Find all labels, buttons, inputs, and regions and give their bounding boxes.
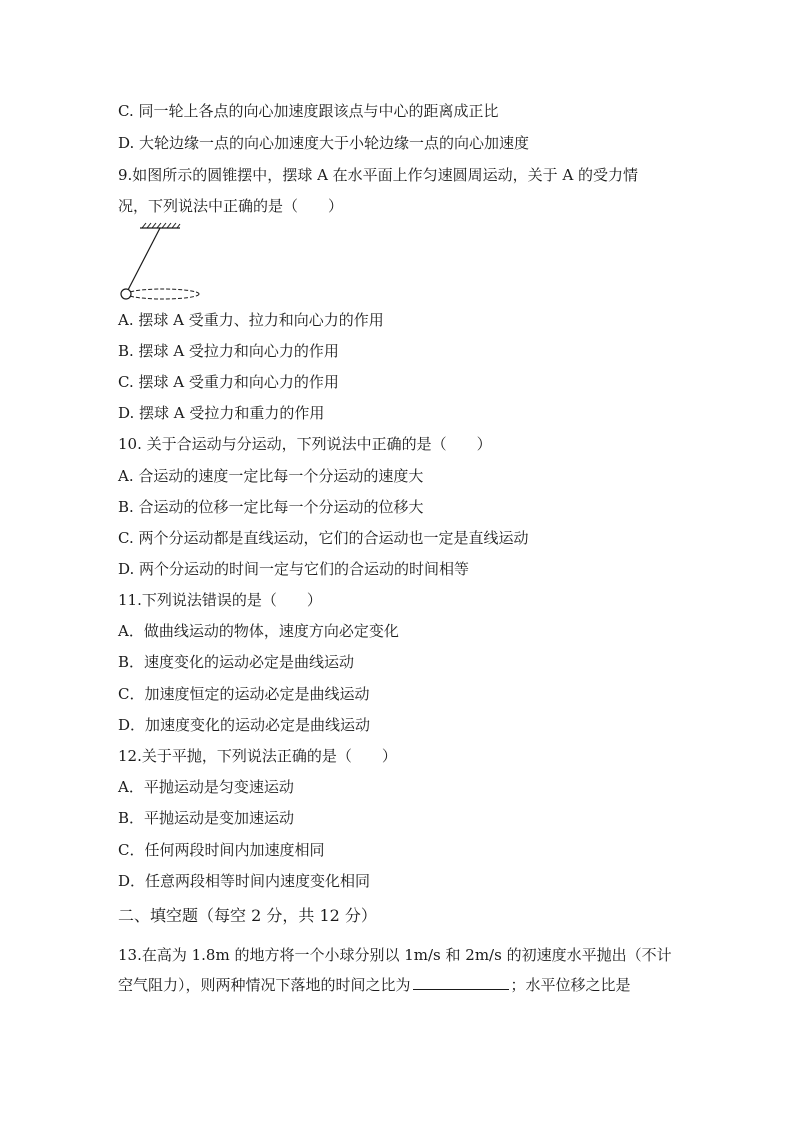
q10-option-d: D. 两个分运动的时间一定与它们的合运动的时间相等 <box>118 560 470 578</box>
ceiling-hatch <box>142 223 180 228</box>
q10-stem: 10. 关于合运动与分运动，下列说法中正确的是（ ） <box>118 435 492 453</box>
q9-stem-line2: 况，下列说法中正确的是（ ） <box>118 197 344 215</box>
q9-option-c: C. 摆球 A 受重力和向心力的作用 <box>118 373 339 391</box>
q10-option-b: B. 合运动的位移一定比每一个分运动的位移大 <box>118 498 424 516</box>
q12-option-b: B．平抛运动是变加速运动 <box>118 809 295 827</box>
q8-option-c: C. 同一轮上各点的向心加速度跟该点与中心的距离成正比 <box>118 102 499 120</box>
section-fill-in-title: 二、填空题（每空 2 分，共 12 分） <box>118 906 377 925</box>
q9-option-a: A. 摆球 A 受重力、拉力和向心力的作用 <box>118 311 384 329</box>
q11-stem: 11.下列说法错误的是（ ） <box>118 591 322 609</box>
q11-option-a: A．做曲线运动的物体，速度方向必定变化 <box>118 622 399 640</box>
q13-line2-text-b: ；水平位移之比是 <box>510 976 631 994</box>
q13-answer-blank[interactable] <box>413 975 509 990</box>
q12-option-a: A．平抛运动是匀变速运动 <box>118 778 294 796</box>
q13-line1: 13.在高为 1.8m 的地方将一个小球分别以 1m/s 和 2m/s 的初速度水平抛出（不计 <box>118 946 672 964</box>
q12-option-d: D．任意两段相等时间内速度变化相同 <box>118 872 371 890</box>
conical-pendulum-figure <box>116 222 206 304</box>
q10-option-c: C. 两个分运动都是直线运动，它们的合运动也一定是直线运动 <box>118 529 529 547</box>
q12-option-c: C．任何两段时间内加速度相同 <box>118 841 325 859</box>
q13-line2-text-a: 空气阻力），则两种情况下落地的时间之比为 <box>118 976 411 994</box>
circular-path <box>127 289 199 299</box>
q13-line2 <box>118 975 631 995</box>
q8-option-d: D. 大轮边缘一点的向心加速度大于小轮边缘一点的向心加速度 <box>118 134 530 152</box>
q11-option-c: C．加速度恒定的运动必定是曲线运动 <box>118 685 370 703</box>
q9-option-d: D. 摆球 A 受拉力和重力的作用 <box>118 404 325 422</box>
q10-option-a: A. 合运动的速度一定比每一个分运动的速度大 <box>118 467 424 485</box>
q11-option-d: D．加速度变化的运动必定是曲线运动 <box>118 716 371 734</box>
q12-stem: 12.关于平抛，下列说法正确的是（ ） <box>118 747 397 765</box>
q11-option-b: B．速度变化的运动必定是曲线运动 <box>118 653 355 671</box>
pendulum-string <box>128 228 160 290</box>
q9-stem-line1: 9.如图所示的圆锥摆中，摆球 A 在水平面上作匀速圆周运动，关于 A 的受力情 <box>118 166 639 184</box>
q9-option-b: B. 摆球 A 受拉力和向心力的作用 <box>118 342 339 360</box>
pendulum-ball-a <box>121 289 131 299</box>
